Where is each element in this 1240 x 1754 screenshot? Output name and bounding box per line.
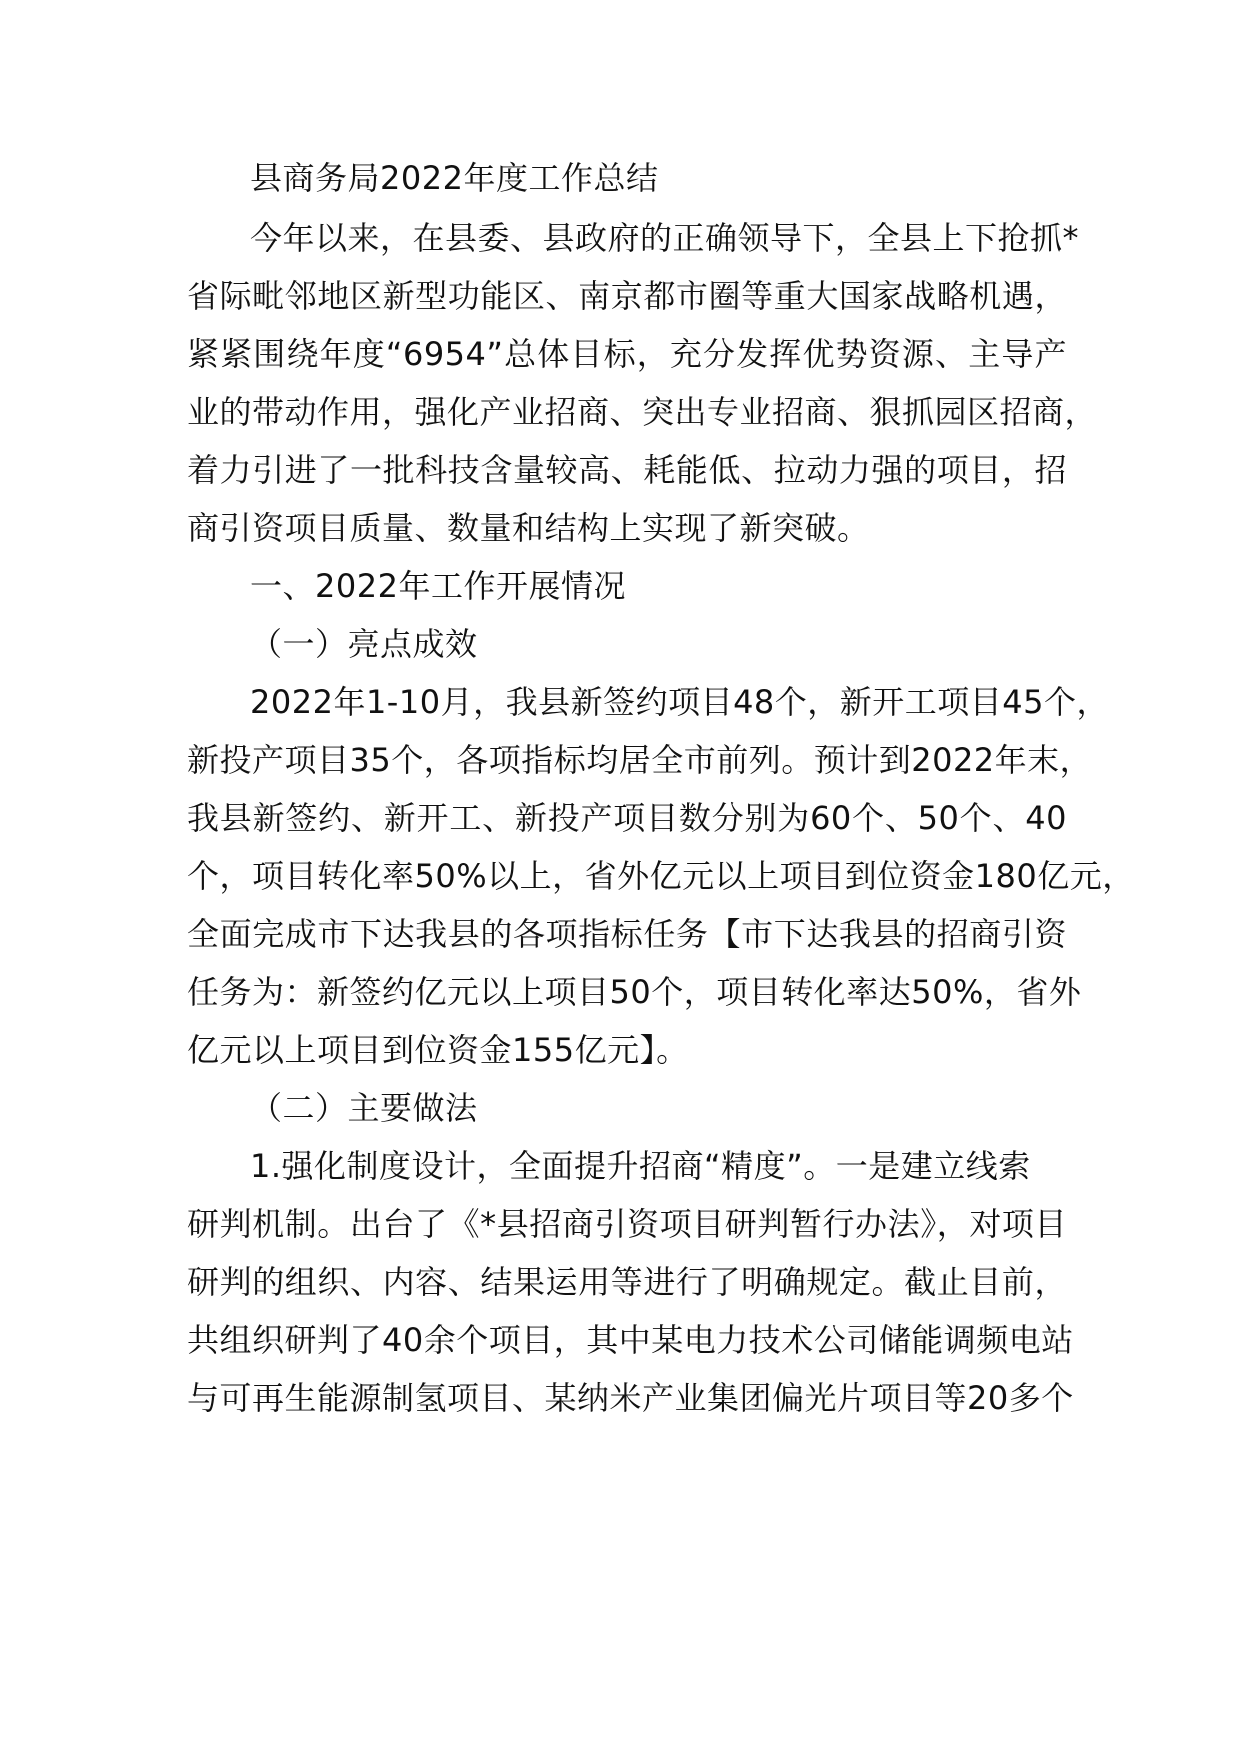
paragraph-line: 1.强化制度设计，全面提升招商“精度”。一是建立线索 [250,1147,1031,1185]
paragraph-line: 研判机制。出台了《*县招商引资项目研判暂行办法》，对项目 [187,1205,1067,1243]
paragraph-line: 个，项目转化率50%以上，省外亿元以上项目到位资金180亿元， [187,857,1135,895]
paragraph-line: 紧紧围绕年度“6954”总体目标，充分发挥优势资源、主导产 [187,335,1067,373]
paragraph-line: 业的带动作用，强化产业招商、突出专业招商、狠抓园区招商， [187,393,1098,431]
paragraph-line: 2022年1-10月，我县新签约项目48个，新开工项目45个， [250,683,1110,721]
paragraph-line: 任务为：新签约亿元以上项目50个，项目转化率达50%，省外 [187,973,1082,1011]
section-heading: 一、2022年工作开展情况 [250,567,626,605]
paragraph-line: 与可再生能源制氢项目、某纳米产业集团偏光片项目等20多个 [187,1379,1074,1417]
paragraph-line: 亿元以上项目到位资金155亿元】。 [187,1031,689,1069]
paragraph-line: 商引资项目质量、数量和结构上实现了新突破。 [187,509,870,547]
paragraph-line: 共组织研判了40余个项目，其中某电力技术公司储能调频电站 [187,1321,1074,1359]
subsection-heading: （一）亮点成效 [250,625,478,663]
paragraph-line: 全面完成市下达我县的各项指标任务【市下达我县的招商引资 [187,915,1067,953]
paragraph-line: 我县新签约、新开工、新投产项目数分别为60个、50个、40 [187,799,1067,837]
paragraph-line: 研判的组织、内容、结果运用等进行了明确规定。截止目前， [187,1263,1067,1301]
document-title: 县商务局2022年度工作总结 [250,159,659,197]
subsection-heading: （二）主要做法 [250,1089,478,1127]
paragraph-line: 省际毗邻地区新型功能区、南京都市圈等重大国家战略机遇， [187,277,1067,315]
paragraph-line: 新投产项目35个，各项指标均居全市前列。预计到2022年末， [187,741,1093,779]
paragraph-line: 今年以来，在县委、县政府的正确领导下，全县上下抢抓* [250,219,1080,257]
paragraph-line: 着力引进了一批科技含量较高、耗能低、拉动力强的项目，招 [187,451,1067,489]
